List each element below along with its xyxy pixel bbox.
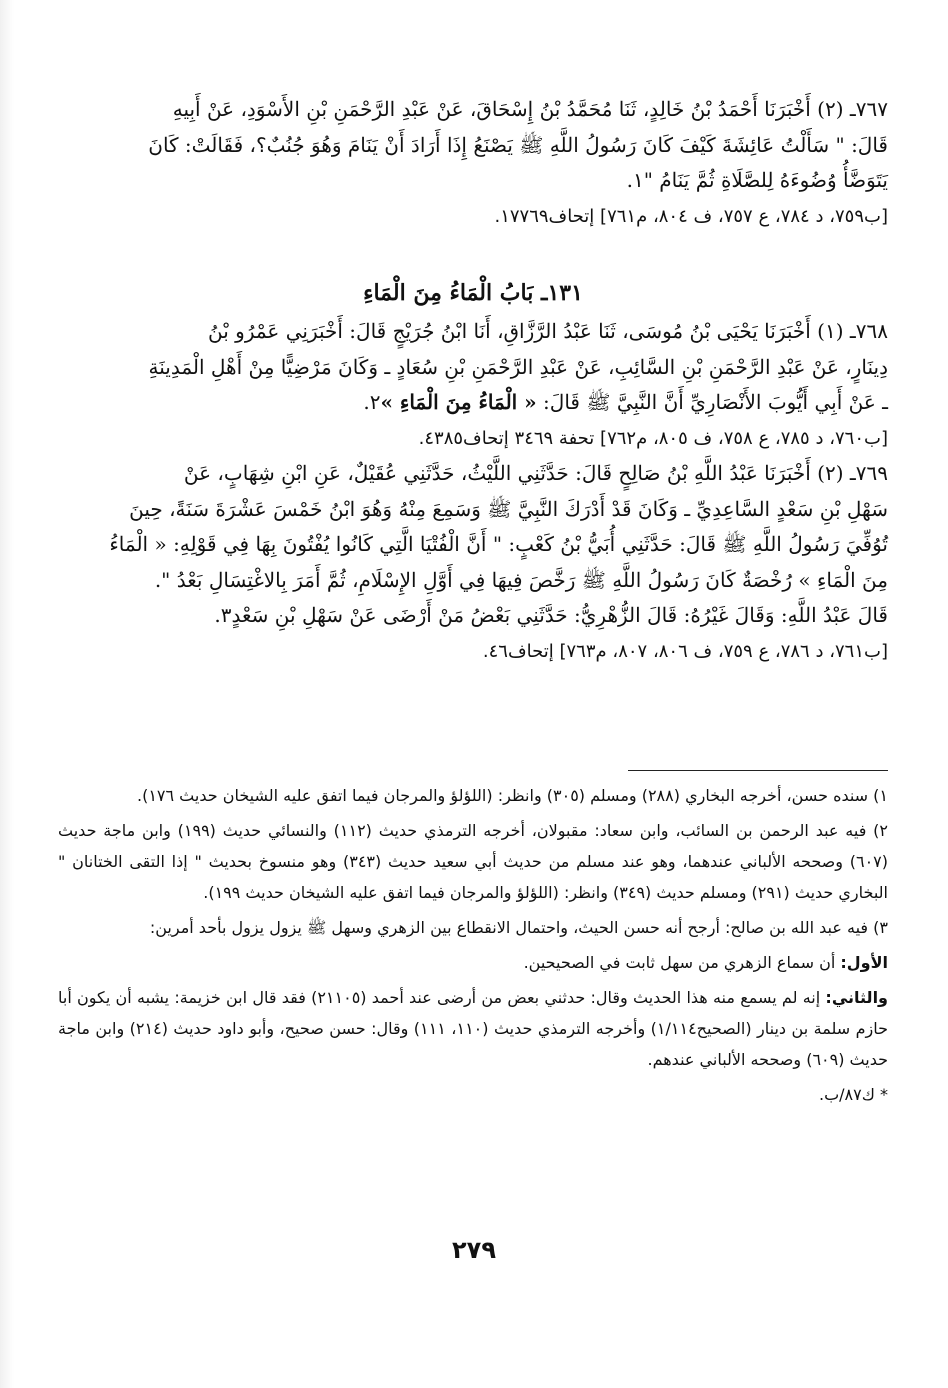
- hadith-768-line-3: [58, 385, 888, 421]
- hadith-769-reference: [ب٧٦١، د ٧٨٦، ع ٧٥٩، ف ٨٠٦، ٨٠٧، م٧٦٣] إتحاف٤٦.: [482, 640, 888, 662]
- footnote-3-second-label: والثاني:: [825, 988, 888, 1007]
- footnote-1: ١) سنده حسن، أخرجه البخاري (٢٨٨) ومسلم (٣٠٥) وانظر: (اللؤلؤ والمرجان فيما اتفق عليه الشيخان حديث ١٧٦).: [136, 786, 888, 805]
- hadith-769-line-3: تُوُفِّيَ رَسُولُ اللَّهِ ﷺ قَالَ: حَدَّثَنِي أُبَيُّ بْنُ كَعْبٍ: " أَنَّ الْفُتْيَا الَّتِي كَانُوا يُفْتُونَ بِهَا فِي قَوْلِهِ: « الْمَاءُ: [109, 532, 888, 556]
- hadith-769: [58, 456, 888, 669]
- hadith-767-line-2: قَالَ: " سَأَلْتُ عَائِشَةَ كَيْفَ كَانَ رَسُولُ اللَّهِ ﷺ يَصْنَعُ إِذَا أَرَادَ أَنْ يَنَامَ وَهُوَ جُنُبٌ؟، فَقَالَتْ: كَانَ: [148, 132, 888, 157]
- footnote-2: ٢) فيه عبد الرحمن بن السائب، وابن سعاد: مقبولان، أخرجه الترمذي حديث (١١٢) والنسائي حديث (١٩٩) وابن ماجة حديث (٦٠٧) وصححه الألباني عندهما، وهو عند مسلم من حديث أبي سعيد حديث (٣٤٣) وهو منسوخ بحديث " إذا التقى الختانان " البخاري حديث (٢٩١) ومسلم حديث (٣٤٩) وانظر: (اللؤلؤ والمرجان فيما اتفق عليه الشيخان حديث ١٩٩).: [58, 821, 889, 902]
- footnote-3-first-label: الأول:: [840, 953, 888, 972]
- hadith-768-line-2: دِينَارٍ، عَنْ عَبْدِ الرَّحْمَنِ بْنِ السَّائِبِ، عَنْ عَبْدِ الرَّحْمَنِ بْنِ سُعَادٍ ـ وَكَانَ مَرْضِيًّا مِنْ أَهْلِ الْمَدِينَةِ: [148, 354, 888, 379]
- hadith-768: [58, 314, 888, 456]
- footnote-marker-2: ٢.: [363, 390, 381, 414]
- hadith-769-line-4: مِنَ الْمَاءِ » رُخْصَةٌ كَانَ رَسُولُ اللَّهِ ﷺ رَخَّصَ فِيهَا فِي أَوَّلِ الإِسْلَامِ، ثُمَّ أَمَرَ بِالاغْتِسَالِ بَعْدُ ".: [154, 567, 888, 592]
- footnote-3-second: [58, 982, 888, 1075]
- footnote-3: ٣) فيه عبد الله بن صالح: أرجح أنه حسن الحيث، واحتمال الانقطاع بين الزهري وسهل ﷺ يزول يزول بأحد أمرين:: [149, 918, 888, 937]
- hadith-768-reference: [ب٧٦٠، د ٧٨٥، ع ٧٥٨، ف ٨٠٥، م٧٦٢] تحفة ٣٤٦٩ إتحاف٤٣٨٥.: [418, 427, 888, 449]
- footnote-3-first: [58, 947, 888, 978]
- footnote-3-second-text: إنه لم يسمع منه هذا الحديث وقال: حدثني بعض من أرضى عند أحمد (٢١١٠٥) فقد قال ابن خزيمة: يشبه أن يكون أبا حازم سلمة بن دينار (الصحيح١/١١٤) وأخرجه الترمذي حديث (١١٠، ١١١) وقال: حسن صحيح، وأبو داود حديث (٢١٤) وابن ماجة حديث (٦٠٩) وصححه الألباني عندهم.: [58, 988, 889, 1069]
- hadith-768-line-1: ٧٦٨ـ (١) أَخْبَرَنَا يَحْيَى بْنُ مُوسَى، ثَنَا عَبْدُ الرَّزَّاقِ، أَنَا ابْنُ جُرَيْجٍ قَالَ: أَخْبَرَنِي عَمْرُو بْنُ: [208, 319, 888, 343]
- hadith-769-line-5: قَالَ عَبْدُ اللَّهِ: وَقَالَ غَيْرُهُ: قَالَ الزُّهْرِيُّ: حَدَّثَنِي بَعْضُ مَنْ أَرْضَى عَنْ سَهْلِ بْنِ سَعْدٍ٣.: [214, 603, 888, 627]
- footnote-3-first-text: أن سماع الزهري من سهل ثابت في الصحيحين.: [523, 953, 836, 972]
- footnotes: [58, 780, 888, 1114]
- hadith-767-line-3: يَتَوَضَّأُ وُضُوءَهُ لِلصَّلَاةِ ثُمَّ يَنَامُ "١.: [626, 168, 888, 192]
- hadith-767-line-1: ٧٦٧ـ (٢) أَخْبَرَنَا أَحْمَدُ بْنُ خَالِدٍ، ثَنَا مُحَمَّدُ بْنُ إِسْحَاقَ، عَنْ عَبْدِ الرَّحْمَنِ بْنِ الأَسْوَدِ، عَنْ أَبِيهِ: [172, 97, 888, 121]
- chapter-title: ١٣١ـ بَابُ الْمَاءُ مِنَ الْمَاءِ: [363, 280, 583, 306]
- main-text: [58, 92, 888, 669]
- hadith-769-line-1: ٧٦٩ـ (٢) أَخْبَرَنَا عَبْدُ اللَّهِ بْنُ صَالِحٍ قَالَ: حَدَّثَنِي اللَّيْثُ، حَدَّثَنِي عُقَيْلٌ، عَنِ ابْنِ شِهَابٍ، عَنْ: [183, 461, 888, 485]
- footnote-separator: [628, 770, 888, 771]
- manuscript-marker: * ك٨٧/ب.: [818, 1085, 888, 1104]
- hadith-767-reference: [ب٧٥٩، د ٧٨٤، ع ٧٥٧، ف ٨٠٤، م٧٦١] إتحاف١٧٧٦٩.: [494, 205, 888, 227]
- hadith-767: [58, 92, 888, 234]
- hadith-768-line-3-text: ـ عَنْ أَبِي أَيُّوبَ الأَنْصَارِيِّ أَنَّ النَّبِيَّ ﷺ قَالَ:: [543, 390, 888, 414]
- hadith-769-line-2: سَهْلِ بْنِ سَعْدٍ السَّاعِدِيِّ ـ وَكَانَ قَدْ أَدْرَكَ النَّبِيَّ ﷺ وَسَمِعَ مِنْهُ وَهُوَ ابْنُ خَمْسَ عَشْرَةَ سَنَةً، حِينَ: [129, 496, 888, 521]
- page-number: ٢٧٩: [452, 1236, 496, 1264]
- hadith-768-quote: « الْمَاءُ مِنَ الْمَاءِ »: [380, 390, 537, 414]
